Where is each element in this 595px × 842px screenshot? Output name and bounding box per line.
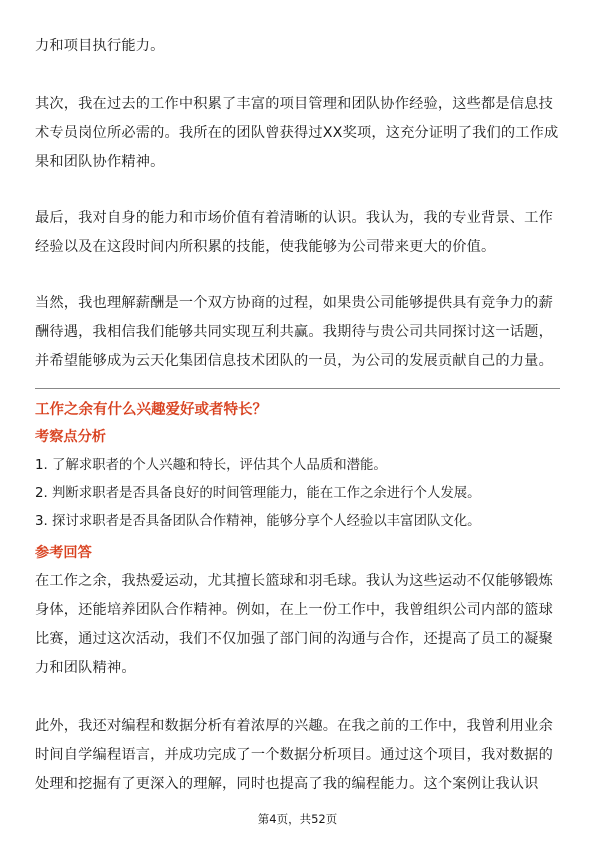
answer-paragraph-programming (35, 712, 560, 799)
text-line: 此外，我还对编程和数据分析有着浓厚的兴趣。在我之前的工作中，我曾利用业余 (35, 718, 553, 734)
text-line: 时间自学编程语言，并成功完成了一个数据分析项目。通过这个项目，我对数据的 (35, 747, 553, 763)
text-line: 果和团队协作精神。 (35, 154, 165, 170)
paragraph-continuation (35, 32, 560, 61)
text-line: 术专员岗位所必需的。我所在的团队曾获得过XX奖项，这充分证明了我们的工作成 (35, 125, 559, 141)
text-line: 身体，还能培养团队合作精神。例如，在上一份工作中，我曾组织公司内部的篮球 (35, 602, 553, 618)
list-item: 1. 了解求职者的个人兴趣和特长，评估其个人品质和潜能。 (35, 458, 387, 473)
paragraph-self-awareness (35, 204, 560, 262)
text-line: 在工作之余，我热爱运动，尤其擅长篮球和羽毛球。我认为这些运动不仅能够锻炼 (35, 573, 553, 589)
text-line: 最后，我对自身的能力和市场价值有着清晰的认识。我认为，我的专业背景、工作 (35, 210, 553, 226)
question-heading: 工作之余有什么兴趣爱好或者特长？ (35, 402, 267, 418)
answer-label: 参考回答 (35, 545, 92, 561)
section-divider (35, 388, 560, 389)
text-line: 比赛，通过这次活动，我们不仅加强了部门间的沟通与合作，还提高了员工的凝聚 (35, 631, 553, 647)
list-item: 3. 探讨求职者是否具备团队合作精神，能够分享个人经验以丰富团队文化。 (35, 514, 481, 529)
text-line: 处理和挖掘有了更深入的理解，同时也提高了我的编程能力。这个案例让我认识 (35, 776, 539, 792)
analysis-label: 考察点分析 (35, 429, 106, 445)
text-line: 其次，我在过去的工作中积累了丰富的项目管理和团队协作经验，这些都是信息技 (35, 96, 553, 112)
answer-paragraph-sports (35, 567, 560, 683)
paragraph-salary (35, 289, 560, 376)
list-item: 2. 判断求职者是否具备良好的时间管理能力，能在工作之余进行个人发展。 (35, 486, 481, 501)
paragraph-experience (35, 90, 560, 177)
analysis-list (35, 452, 560, 536)
text-line: 力和项目执行能力。 (35, 38, 165, 54)
text-line: 酬待遇，我相信我们能够共同实现互利共赢。我期待与贵公司共同探讨这一话题， (35, 324, 553, 340)
text-line: 当然，我也理解薪酬是一个双方协商的过程，如果贵公司能够提供具有竞争力的薪 (35, 295, 553, 311)
text-line: 力和团队精神。 (35, 660, 136, 676)
text-line: 并希望能够成为云天化集团信息技术团队的一员，为公司的发展贡献自己的力量。 (35, 353, 553, 369)
text-line: 经验以及在这段时间内所积累的技能，使我能够为公司带来更大的价值。 (35, 239, 496, 255)
page-number: 第4页，共52页 (257, 812, 338, 826)
